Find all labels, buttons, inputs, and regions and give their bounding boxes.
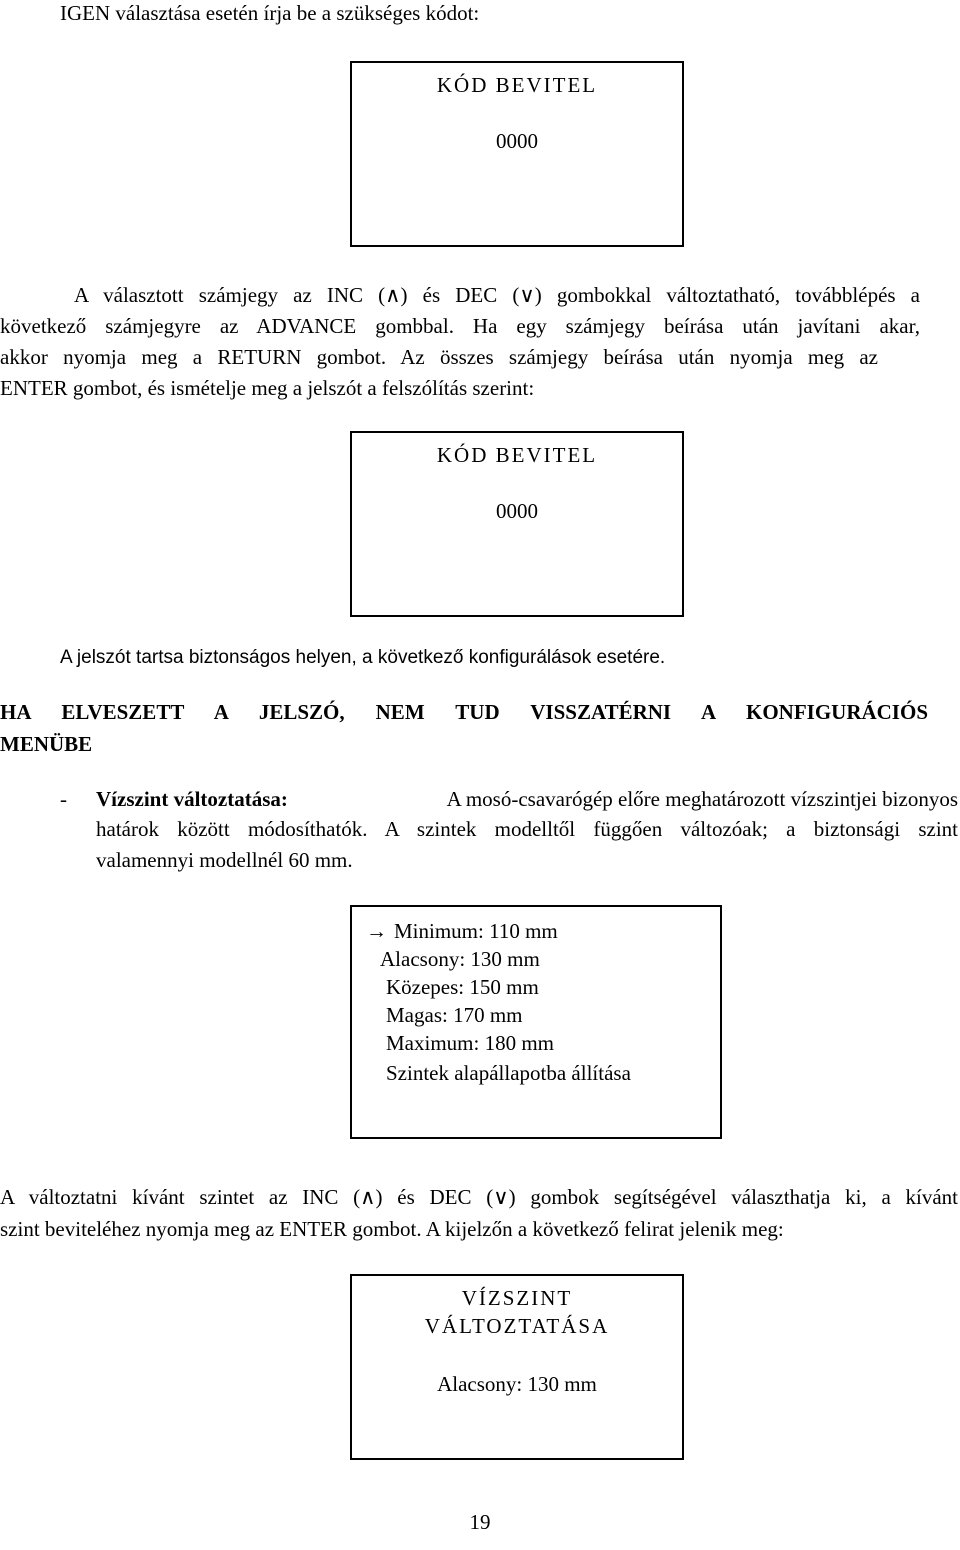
paragraph-line: szint beviteléhez nyomja meg az ENTER gombot. A kijelzőn a következő felirat jelenik meg: — [0, 1217, 784, 1241]
bullet-line-2: határok között módosíthatók. A szintek modelltől függően változóak; a biztonsági szint — [96, 817, 958, 841]
bullet-dash: - — [60, 787, 67, 811]
menu-cursor-arrow-icon: → — [366, 919, 387, 943]
bullet-line-3: valamennyi modellnél 60 mm. — [96, 848, 353, 872]
warning-heading-line: MENÜBE — [0, 732, 93, 756]
bullet-text: A mosó-csavarógép előre meghatározott vízszintjei bizonyos — [446, 787, 958, 811]
paragraph-line: ENTER gombot, és ismételje meg a jelszót a felszólítás szerint: — [0, 376, 535, 400]
page-number: 19 — [469, 1510, 491, 1534]
paragraph-line: A választott számjegy az INC (∧) és DEC (∨) gombokkal változtatható, továbblépés a — [74, 283, 920, 307]
warning-heading-line: HA ELVESZETT A JELSZÓ, NEM TUD VISSZATÉRNI A KONFIGURÁCIÓS — [0, 700, 928, 724]
water-level-change-display — [350, 1274, 684, 1460]
paragraph-line: következő számjegyre az ADVANCE gombbal. Ha egy számjegy beírása után javítani akar, — [0, 314, 920, 338]
paragraph-line: akkor nyomja meg a RETURN gombot. Az összes számjegy beírása után nyomja meg az — [0, 345, 878, 369]
menu-item-minimum[interactable]: Minimum: 110 mm — [394, 919, 558, 943]
menu-item-reset[interactable]: Szintek alapállapotba állítása — [386, 1061, 631, 1085]
code-entry-value: 0000 — [496, 129, 538, 153]
code-entry-value: 0000 — [496, 499, 538, 523]
display-value: Alacsony: 130 mm — [437, 1372, 597, 1396]
code-entry-display-2 — [350, 431, 684, 617]
bullet-term: Vízszint változtatása: — [96, 787, 288, 811]
bullet-line-1 — [96, 786, 958, 812]
display-title-line-1: VÍZSZINT — [461, 1286, 573, 1310]
water-level-menu — [350, 905, 722, 1139]
display-title-line-2: VÁLTOZTATÁSA — [424, 1314, 610, 1338]
menu-item-low[interactable]: Alacsony: 130 mm — [380, 947, 540, 971]
intro-text: IGEN választása esetén írja be a szükséges kódot: — [60, 1, 480, 25]
code-entry-title: KÓD BEVITEL — [436, 73, 598, 97]
menu-item-medium[interactable]: Közepes: 150 mm — [386, 975, 539, 999]
menu-item-maximum[interactable]: Maximum: 180 mm — [386, 1031, 554, 1055]
code-entry-title: KÓD BEVITEL — [436, 443, 598, 467]
password-note: A jelszót tartsa biztonságos helyen, a következő konfigurálások esetére. — [60, 647, 666, 668]
code-entry-display-1 — [350, 61, 684, 247]
menu-item-high[interactable]: Magas: 170 mm — [386, 1003, 523, 1027]
paragraph-line: A változtatni kívánt szintet az INC (∧) és DEC (∨) gombok segítségével választhatja ki, a kívánt — [0, 1185, 958, 1209]
